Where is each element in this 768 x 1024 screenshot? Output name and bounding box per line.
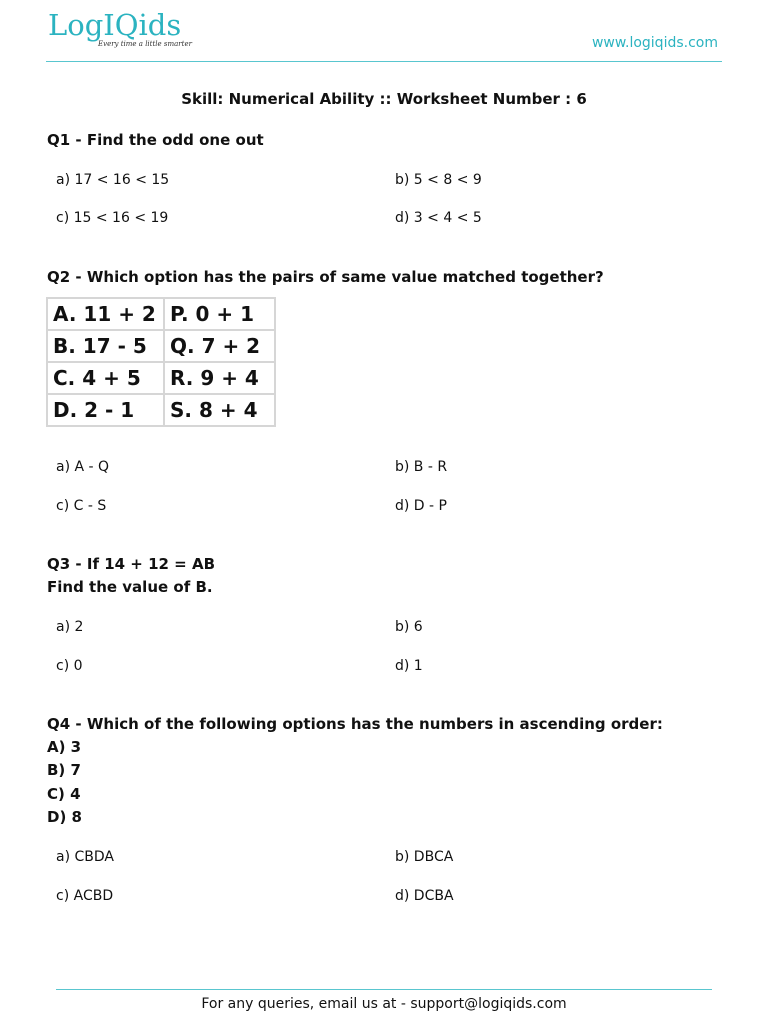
question-1-text: Q1 - Find the odd one out [47,131,264,149]
table-row [47,394,275,426]
table-row [47,298,275,330]
q2-option-d[interactable]: d) D - P [395,498,447,514]
website-link[interactable]: www.logiqids.com [591,35,718,51]
q3-option-a[interactable]: a) 2 [56,619,84,635]
table-cell: R. 9 + 4 [164,362,275,394]
question-4-line: C) 4 [47,785,81,803]
q4-option-b[interactable]: b) DBCA [395,849,454,865]
q4-option-d[interactable]: d) DCBA [395,888,454,904]
q3-option-b[interactable]: b) 6 [395,619,423,635]
question-4-line: Q4 - Which of the following options has the numbers in ascending order: [47,715,663,733]
q3-option-d[interactable]: d) 1 [395,658,423,674]
table-cell: D. 2 - 1 [47,394,164,426]
q2-option-c[interactable]: c) C - S [56,498,107,514]
table-cell: B. 17 - 5 [47,330,164,362]
q4-option-a[interactable]: a) CBDA [56,849,114,865]
question-2-text: Q2 - Which option has the pairs of same value matched together? [47,268,604,286]
q2-option-b[interactable]: b) B - R [395,459,448,475]
question-4-line: B) 7 [47,761,81,779]
q4-option-c[interactable]: c) ACBD [56,888,114,904]
table-cell: C. 4 + 5 [47,362,164,394]
footer-contact: For any queries, email us at - support@logiqids.com [201,996,567,1012]
logo-text: LogIQids [48,8,182,42]
table-row [47,330,275,362]
q1-option-b[interactable]: b) 5 < 8 < 9 [395,172,482,188]
q3-option-c[interactable]: c) 0 [56,658,83,674]
question-3-line: Q3 - If 14 + 12 = AB [47,555,216,573]
question-4-line: A) 3 [47,738,82,756]
matching-table [46,297,276,427]
header-divider [46,61,722,62]
footer-divider [56,989,712,990]
table-row [47,362,275,394]
table-cell: Q. 7 + 2 [164,330,275,362]
table-cell: A. 11 + 2 [47,298,164,330]
logo-tagline: Every time a little smarter [98,40,192,48]
q1-option-c[interactable]: c) 15 < 16 < 19 [56,210,169,226]
table-cell: P. 0 + 1 [164,298,275,330]
q1-option-d[interactable]: d) 3 < 4 < 5 [395,210,482,226]
q2-option-a[interactable]: a) A - Q [56,459,110,475]
worksheet-title: Skill: Numerical Ability :: Worksheet Number : 6 [181,90,587,108]
question-3-line: Find the value of B. [47,578,213,596]
logo [48,8,192,48]
table-cell: S. 8 + 4 [164,394,275,426]
q1-option-a[interactable]: a) 17 < 16 < 15 [56,172,170,188]
question-4-line: D) 8 [47,808,82,826]
